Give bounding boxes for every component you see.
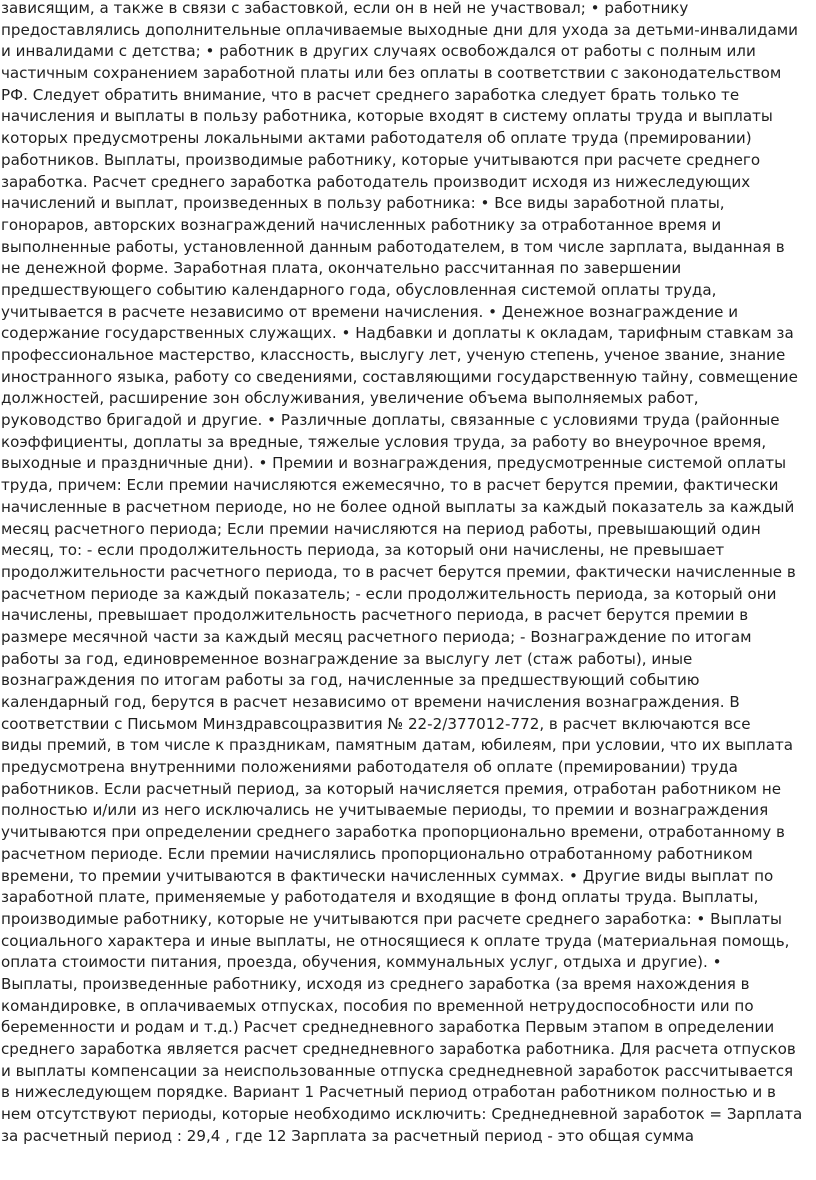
- text-line: продолжительности расчетного периода, то в расчет берутся премии, фактически начисленные в: [0, 562, 796, 581]
- text-line: нем отсутствуют периоды, которые необходимо исключить: Среднедневной заработок = Зарплата: [0, 1105, 803, 1124]
- text-line: выходные и праздничные дни). • Премии и вознаграждения, предусмотренные системой оплаты: [0, 454, 787, 473]
- text-line: предусмотрена внутренними положениями работодателя об оплате (премировании) труда: [0, 758, 738, 777]
- text-line: месяц расчетного периода; Если премии начисляются на период работы, превышающий один: [0, 519, 761, 538]
- text-line: которых предусмотрены локальными актами работодателя об оплате труда (премировании): [0, 129, 752, 148]
- text-line: содержание государственных служащих. • Надбавки и доплаты к окладам, тарифным ставкам за: [0, 324, 794, 343]
- text-line: производимые работнику, которые не учитываются при расчете среднего заработка: • Выплаты: [0, 909, 782, 928]
- text-line: полностью и/или из него исключались не учитываемые периоды, то премии и вознаграждения: [0, 801, 769, 820]
- text-line: учитывается в расчете независимо от времени начисления. • Денежное вознаграждение и: [0, 302, 739, 321]
- text-line: соответствии с Письмом Минздравсоцразвития № 22-2/377012-772, в расчет включаются все: [0, 714, 751, 733]
- text-line: коэффициенты, доплаты за вредные, тяжелые условия труда, за работу во внеурочное время,: [0, 432, 767, 451]
- text-line: гонораров, авторских вознаграждений начисленных работнику за отработанное время и: [0, 215, 722, 234]
- text-line: календарный год, берутся в расчет независимо от времени начисления вознаграждения. В: [0, 693, 740, 711]
- text-line: работников. Выплаты, производимые работнику, которые учитываются при расчете среднего: [0, 150, 761, 169]
- text-line: виды премий, в том числе к праздникам, памятным датам, юбилеям, при условии, что их выплата: [0, 736, 794, 755]
- text-line: частичным сохранением заработной платы или без оплаты в соответствии с законодательством: [0, 64, 782, 83]
- text-line: размере месячной части за каждый месяц расчетного периода; - Вознаграждение по итогам: [0, 627, 752, 646]
- text-line: не денежной форме. Заработная плата, окончательно рассчитанная по завершении: [0, 259, 682, 278]
- text-line: расчетном периоде за каждый показатель; - если продолжительность периода, за который они: [0, 584, 777, 603]
- text-line: иностранного языка, работу со сведениями, составляющими государственную тайну, совмещение: [0, 367, 798, 386]
- text-line: командировке, в оплачиваемых отпусках, пособия по временной нетрудоспособности или по: [0, 996, 754, 1015]
- text-line: начислены, превышает продолжительность расчетного периода, в расчет берутся премии в: [0, 606, 749, 625]
- text-line: среднего заработка является расчет среднедневного заработка работника. Для расчета отпусков: [0, 1040, 796, 1058]
- text-line: за расчетный период : 29,4 , где 12 Зарплата за расчетный период - это общая сумма: [0, 1126, 695, 1145]
- text-line: труда, причем: Если премии начисляются ежемесячно, то в расчет берутся премии, фактически: [0, 476, 779, 495]
- text-line: Выплаты, произведенные работнику, исходя из среднего заработка (за время нахождения в: [0, 974, 750, 993]
- text-line: начисленные в расчетном периоде, но не более одной выплаты за каждый показатель за каждый: [0, 497, 795, 516]
- text-line: руководство бригадой и другие. • Различные доплаты, связанные с условиями труда (районные: [0, 411, 780, 430]
- text-line: РФ. Следует обратить внимание, что в расчет среднего заработка следует брать только те: [0, 85, 740, 104]
- text-line: начислений и выплат, произведенных в пользу работника: • Все виды заработной платы,: [0, 194, 725, 213]
- text-line: месяц, то: - если продолжительность периода, за который они начислены, не превышает: [0, 541, 725, 560]
- text-line: и выплаты компенсации за неиспользованные отпуска среднедневной заработок рассчитывается: [0, 1061, 794, 1080]
- text-line: начисления и выплаты в пользу работника, которые входят в систему оплаты труда и выплаты: [0, 107, 773, 126]
- text-line: вознаграждения по итогам работы за год, начисленные за предшествующий событию: [0, 671, 700, 690]
- text-line: предоставлялись дополнительные оплачиваемые выходные дни для ухода за детьми-инвалидами: [0, 20, 799, 39]
- text-line: профессиональное мастерство, классность, выслугу лет, ученую степень, ученое звание, знание: [0, 346, 786, 364]
- text-line: расчетном периоде. Если премии начислялись пропорционально отработанному работником: [0, 844, 753, 863]
- text-line: заработка. Расчет среднего заработка работодатель производит исходя из нижеследующих: [0, 172, 751, 191]
- text-line: предшествующего событию календарного года, обусловленная системой оплаты труда,: [0, 280, 717, 299]
- text-line: времени, то премии учитываются в фактически начисленных суммах. • Другие виды выплат по: [0, 866, 774, 885]
- text-line: заработной плате, применяемые у работодателя и входящие в фонд оплаты труда. Выплаты,: [0, 888, 759, 907]
- text-line: оплата стоимости питания, проезда, обучения, коммунальных услуг, отдыха и другие). •: [0, 953, 722, 972]
- text-line: учитываются при определении среднего заработка пропорционально времени, отработанному в: [0, 823, 785, 842]
- text-line: зависящим, а также в связи с забастовкой, если он в ней не участвовал; • работнику: [0, 0, 689, 17]
- text-line: работников. Если расчетный период, за который начисляется премия, отработан работником не: [0, 779, 782, 798]
- text-line: в нижеследующем порядке. Вариант 1 Расчетный период отработан работником полностью и в: [0, 1083, 776, 1102]
- text-line: и инвалидами с детства; • работник в других случаях освобождался от работы с полным или: [0, 42, 756, 61]
- text-line: выполненные работы, установленной данным работодателем, в том числе зарплата, выданная в: [0, 237, 785, 256]
- text-line: работы за год, единовременное вознаграждение за выслугу лет (стаж работы), иные: [0, 649, 693, 668]
- text-line: должностей, расширение зон обслуживания, увеличение объема выполняемых работ,: [0, 389, 699, 408]
- text-line: беременности и родам и т.д.) Расчет среднедневного заработка Первым этапом в определении: [0, 1018, 775, 1037]
- text-line: социального характера и иные выплаты, не относящиеся к оплате труда (материальная помощь,: [0, 931, 790, 950]
